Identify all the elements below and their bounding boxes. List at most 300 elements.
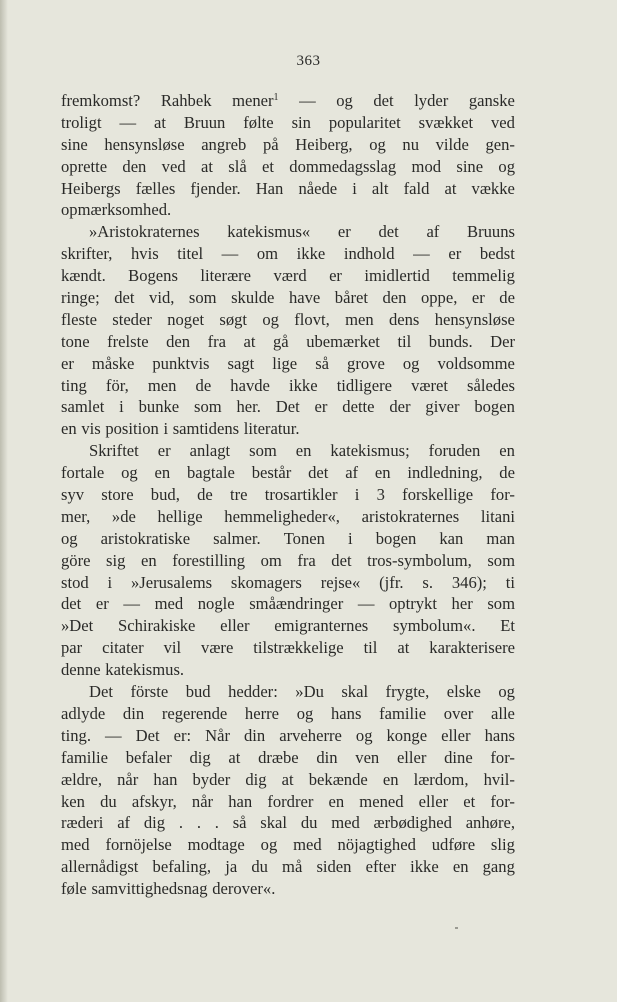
- word: »Jerusalems: [130, 572, 213, 592]
- word: mener$^1$: [232, 91, 279, 110]
- word: Tonen: [283, 528, 325, 548]
- word: hemmeligheder«,: [224, 506, 340, 526]
- word: at: [444, 178, 457, 198]
- word: i: [119, 397, 124, 417]
- word: vække: [471, 178, 515, 198]
- body-text: [61, 90, 515, 900]
- word: store: [101, 485, 134, 505]
- word: regerende: [161, 703, 228, 723]
- word: det: [331, 550, 352, 570]
- word: »Det: [61, 616, 94, 636]
- text-line: [61, 265, 515, 287]
- text-line: [61, 812, 515, 834]
- word: over: [443, 703, 474, 723]
- word: så: [315, 353, 330, 373]
- word: par: [61, 638, 83, 658]
- word: dræbe: [258, 747, 299, 767]
- word: tilstrækkelige: [253, 638, 344, 658]
- text-line: [61, 725, 515, 747]
- word: have: [288, 288, 321, 308]
- word: dig: [245, 769, 267, 789]
- text-line: [61, 375, 515, 397]
- word: Der: [490, 331, 515, 351]
- word: at: [397, 638, 410, 658]
- word: noget: [167, 309, 205, 329]
- word: bekænde: [308, 769, 368, 789]
- word: slig: [490, 835, 515, 855]
- word: Bruuns: [467, 222, 515, 242]
- word: at: [243, 331, 256, 351]
- text-line: [61, 484, 515, 506]
- word: og: [121, 463, 138, 483]
- word: sine: [61, 134, 88, 154]
- word: fra: [207, 331, 226, 351]
- word: för,: [105, 375, 129, 395]
- word: du: [251, 857, 268, 877]
- word: .: [178, 813, 184, 833]
- word: ja: [225, 857, 238, 877]
- word: giver: [425, 397, 460, 417]
- word: efter: [365, 857, 396, 877]
- text-line: [61, 418, 515, 440]
- word: befaler: [125, 747, 172, 767]
- word: eller: [396, 747, 427, 767]
- word: denne: [61, 660, 101, 680]
- word: han: [153, 769, 178, 789]
- word: er: [471, 288, 485, 308]
- word: er: [314, 397, 328, 417]
- word: hans: [484, 725, 515, 745]
- word: herre: [244, 703, 280, 723]
- word: ting.: [61, 725, 91, 745]
- word: samvittighedsnag: [91, 879, 208, 899]
- word: de: [195, 375, 212, 395]
- word: om: [256, 244, 279, 264]
- word: en: [374, 463, 391, 483]
- word: hvil-: [483, 769, 515, 789]
- text-line: [61, 637, 515, 659]
- word: som: [194, 397, 222, 417]
- word: vis: [81, 419, 101, 439]
- word: det: [378, 222, 399, 242]
- word: eller: [220, 616, 250, 636]
- word: steder: [112, 309, 152, 329]
- word: er: [95, 594, 109, 614]
- word: her: [451, 594, 473, 614]
- word: dine: [444, 747, 473, 767]
- word: frygte,: [385, 682, 430, 702]
- word: skomagers: [230, 572, 302, 592]
- word: fjender.: [190, 178, 241, 198]
- word: bunke: [138, 397, 180, 417]
- word: katekismus.: [105, 660, 185, 680]
- text-line: [61, 681, 515, 703]
- word: for-: [490, 485, 515, 505]
- word: ved: [161, 156, 186, 176]
- word: ringe;: [61, 288, 100, 308]
- text-line: [61, 550, 515, 572]
- word: udføre: [431, 835, 476, 855]
- word: er: [61, 353, 74, 373]
- word: en: [154, 463, 171, 483]
- text-line: [61, 309, 515, 331]
- word: og: [369, 134, 386, 154]
- word: den: [382, 288, 407, 308]
- text-line: [61, 528, 515, 550]
- word: skrifter,: [61, 244, 113, 264]
- word: ikke: [410, 857, 439, 877]
- text-line: [61, 243, 515, 265]
- word: mer,: [61, 506, 91, 526]
- word: alt: [371, 178, 389, 198]
- word: en: [382, 769, 399, 789]
- word: Heibergs: [61, 178, 121, 198]
- word: samlet: [61, 397, 105, 417]
- word: befaling,: [152, 857, 212, 877]
- word: en: [295, 441, 312, 461]
- word: dig: [143, 813, 166, 833]
- word: værd: [273, 266, 307, 286]
- word: anhøre,: [465, 813, 515, 833]
- word: byder: [192, 769, 231, 789]
- word: og: [402, 353, 420, 373]
- word: —: [221, 244, 239, 264]
- word: aristokratiske: [100, 528, 191, 548]
- word: indhold: [343, 244, 395, 264]
- word: elske: [446, 682, 481, 702]
- word: en: [452, 857, 469, 877]
- word: —: [357, 594, 375, 614]
- word: derover«.: [212, 879, 276, 899]
- word: at: [153, 112, 166, 132]
- text-line: [61, 659, 515, 681]
- word: bogen: [474, 397, 515, 417]
- page-speck: [455, 927, 458, 929]
- word: skulde: [231, 288, 275, 308]
- word: småændringer: [249, 594, 344, 614]
- word: aristokraternes: [361, 506, 460, 526]
- word: båret: [334, 288, 368, 308]
- text-line: [61, 156, 515, 178]
- word: »Du: [295, 682, 324, 702]
- word: når: [117, 769, 139, 789]
- word: .: [214, 813, 219, 833]
- word: sig: [106, 550, 126, 570]
- word: trosartikler: [264, 485, 338, 505]
- text-line: [61, 703, 515, 725]
- word: dommedagsslag: [289, 156, 397, 176]
- word: afskyr,: [131, 791, 177, 811]
- word: havde: [230, 375, 270, 395]
- word: allernådigst: [61, 857, 139, 877]
- word: du: [100, 791, 117, 811]
- word: svækket: [418, 112, 474, 132]
- word: for-: [490, 747, 515, 767]
- word: man: [486, 528, 515, 548]
- word: og: [260, 835, 278, 855]
- text-line: [61, 112, 515, 134]
- text-line: [61, 615, 515, 637]
- word: —: [119, 112, 137, 132]
- word: de: [499, 288, 515, 308]
- word: arveherre: [279, 725, 342, 745]
- word: Schirakiske: [117, 616, 196, 636]
- word: bunds.: [428, 331, 473, 351]
- word: stod: [61, 572, 89, 592]
- word: af: [345, 463, 359, 483]
- text-line: [61, 572, 515, 594]
- text-line: [61, 287, 515, 309]
- word: Når: [205, 725, 230, 745]
- word: vilde: [435, 134, 469, 154]
- word: position: [105, 419, 159, 439]
- word: Det: [89, 682, 113, 702]
- word: den: [122, 156, 147, 176]
- word: ikke: [296, 244, 326, 264]
- word: i: [352, 178, 357, 198]
- page-spine-shadow: [0, 0, 8, 1002]
- word: nu: [402, 134, 419, 154]
- word: oppe,: [420, 288, 458, 308]
- word: med: [61, 835, 90, 855]
- word: en: [61, 419, 77, 439]
- word: ganske: [468, 91, 515, 110]
- word: ældre,: [61, 769, 103, 789]
- word: og: [61, 528, 78, 548]
- text-line: [61, 331, 515, 353]
- word: göre: [61, 550, 91, 570]
- word: din: [316, 747, 338, 767]
- word: er:: [173, 725, 192, 745]
- word: et: [262, 156, 274, 176]
- word: Bruun: [183, 112, 226, 132]
- text-line: [61, 90, 515, 112]
- word: din: [244, 725, 266, 745]
- word: förste: [130, 682, 169, 702]
- word: Det: [135, 725, 160, 745]
- word: her.: [236, 397, 261, 417]
- word: skal: [260, 813, 288, 833]
- word: hvis: [131, 244, 159, 264]
- word: hellige: [157, 506, 203, 526]
- word: i: [107, 572, 113, 592]
- word: grove: [347, 353, 385, 373]
- word: tre: [229, 485, 248, 505]
- text-line: [61, 856, 515, 878]
- word: citater: [102, 638, 144, 658]
- word: »de: [111, 506, 136, 526]
- word: literatur.: [243, 419, 300, 439]
- word: ikke: [289, 375, 318, 395]
- word: nöjagtighed: [337, 835, 416, 855]
- word: —: [299, 91, 316, 110]
- word: for-: [490, 791, 515, 811]
- word: opmærksomhed.: [61, 200, 172, 220]
- word: som: [487, 550, 515, 570]
- word: emigranternes: [274, 616, 369, 636]
- word: og: [498, 682, 515, 702]
- word: det: [61, 594, 82, 614]
- text-line: [61, 462, 515, 484]
- word: titel: [177, 244, 204, 264]
- word: ven: [355, 747, 380, 767]
- word: det: [308, 463, 329, 483]
- word: —: [413, 244, 430, 264]
- word: nogle: [197, 594, 235, 614]
- word: punktvis: [152, 353, 210, 373]
- word: alle: [490, 703, 515, 723]
- word: dens: [388, 309, 420, 329]
- word: fleste: [61, 309, 97, 329]
- word: Skriftet: [89, 441, 139, 461]
- word: forskellige: [402, 485, 474, 505]
- word: hedder:: [228, 682, 278, 702]
- word: være: [201, 638, 234, 658]
- word: en: [140, 550, 157, 570]
- word: hans: [330, 703, 362, 723]
- word: måske: [91, 353, 135, 373]
- word: og: [355, 725, 373, 745]
- page-number: 363: [296, 53, 321, 69]
- word: imidlertid: [364, 266, 430, 286]
- word: fortale: [61, 463, 105, 483]
- word: i: [163, 419, 169, 439]
- word: lærdom,: [413, 769, 469, 789]
- word: Han: [255, 178, 284, 198]
- word: således: [467, 375, 515, 395]
- word: lige: [272, 353, 298, 373]
- word: skal: [341, 682, 369, 702]
- word: må: [282, 857, 303, 877]
- word: til: [397, 331, 412, 351]
- word: eller: [418, 791, 449, 811]
- word: det: [373, 91, 394, 110]
- word: mened: [359, 791, 404, 811]
- word: der: [389, 397, 411, 417]
- word: ti: [505, 572, 515, 592]
- word: bagtale: [186, 463, 235, 483]
- word: og: [336, 91, 353, 110]
- word: mod: [411, 156, 442, 176]
- word: optrykt: [389, 594, 437, 614]
- word: popularitet: [328, 112, 401, 132]
- word: med: [293, 835, 322, 855]
- word: kan: [439, 528, 464, 548]
- word: dig: [189, 747, 211, 767]
- word: så: [232, 813, 247, 833]
- word: 346);: [451, 572, 487, 592]
- word: det: [114, 288, 135, 308]
- word: fordrer: [267, 791, 314, 811]
- text-line: [61, 747, 515, 769]
- word: din: [122, 703, 145, 723]
- word: Et: [500, 616, 515, 636]
- word: tone: [61, 331, 90, 351]
- word: familie: [61, 747, 108, 767]
- word: voldsomme: [437, 353, 515, 373]
- word: Bogens: [128, 266, 178, 286]
- word: adlyde: [61, 703, 106, 723]
- word: fra: [297, 550, 316, 570]
- word: angreb: [201, 134, 247, 154]
- text-line: [61, 506, 515, 528]
- word: fornöjelse: [105, 835, 172, 855]
- word: en: [328, 791, 345, 811]
- word: og: [498, 156, 515, 176]
- word: samtidens: [172, 419, 240, 439]
- word: i: [354, 485, 360, 505]
- text-line: [61, 834, 515, 856]
- word: til: [363, 638, 378, 658]
- word: gang: [482, 857, 515, 877]
- word: Rahbek: [160, 91, 212, 110]
- word: karakterisere: [429, 638, 515, 658]
- word: ken: [61, 791, 85, 811]
- text-line: [61, 199, 515, 221]
- word: kændt.: [61, 266, 106, 286]
- word: en: [499, 441, 515, 461]
- word: han: [228, 791, 253, 811]
- word: literære: [200, 266, 252, 286]
- word: katekismus«: [227, 222, 311, 242]
- word: 3: [376, 485, 385, 505]
- text-line: [61, 134, 515, 156]
- word: (jfr.: [379, 572, 404, 592]
- word: flovt,: [294, 309, 330, 329]
- word: følte: [243, 112, 274, 132]
- word: på: [262, 134, 279, 154]
- word: lyder: [414, 91, 449, 110]
- word: gen-: [485, 134, 515, 154]
- word: du: [300, 813, 318, 833]
- word: familie: [379, 703, 427, 723]
- word: søgt: [219, 309, 248, 329]
- word: men: [345, 309, 374, 329]
- word: været: [411, 375, 448, 395]
- word: vil: [163, 638, 182, 658]
- word: fælles: [135, 178, 176, 198]
- word: oprette: [61, 156, 108, 176]
- word: katekismus;: [330, 441, 410, 461]
- word: temmelig: [452, 266, 515, 286]
- word: vid,: [149, 288, 175, 308]
- word: og: [296, 703, 314, 723]
- word: af: [117, 813, 131, 833]
- word: er: [337, 222, 351, 242]
- word: syv: [61, 485, 85, 505]
- word: troligt: [61, 112, 102, 132]
- word: af: [426, 222, 440, 242]
- word: hensynsløse: [104, 134, 185, 154]
- word: føle: [61, 879, 87, 899]
- word: som: [249, 441, 277, 461]
- text-line: [61, 178, 515, 200]
- word: sin: [291, 112, 311, 132]
- word: sagt: [227, 353, 255, 373]
- word: at: [200, 156, 213, 176]
- word: og: [262, 309, 279, 329]
- text-line: [61, 769, 515, 791]
- word: eller: [441, 725, 471, 745]
- text-line: [61, 791, 515, 813]
- word: .: [196, 813, 201, 833]
- word: slå: [228, 156, 247, 176]
- text-line: [61, 221, 515, 243]
- word: tidligere: [336, 375, 392, 395]
- word: litani: [480, 506, 515, 526]
- word: tros-symbolum,: [367, 550, 472, 570]
- word: rejse«: [320, 572, 361, 592]
